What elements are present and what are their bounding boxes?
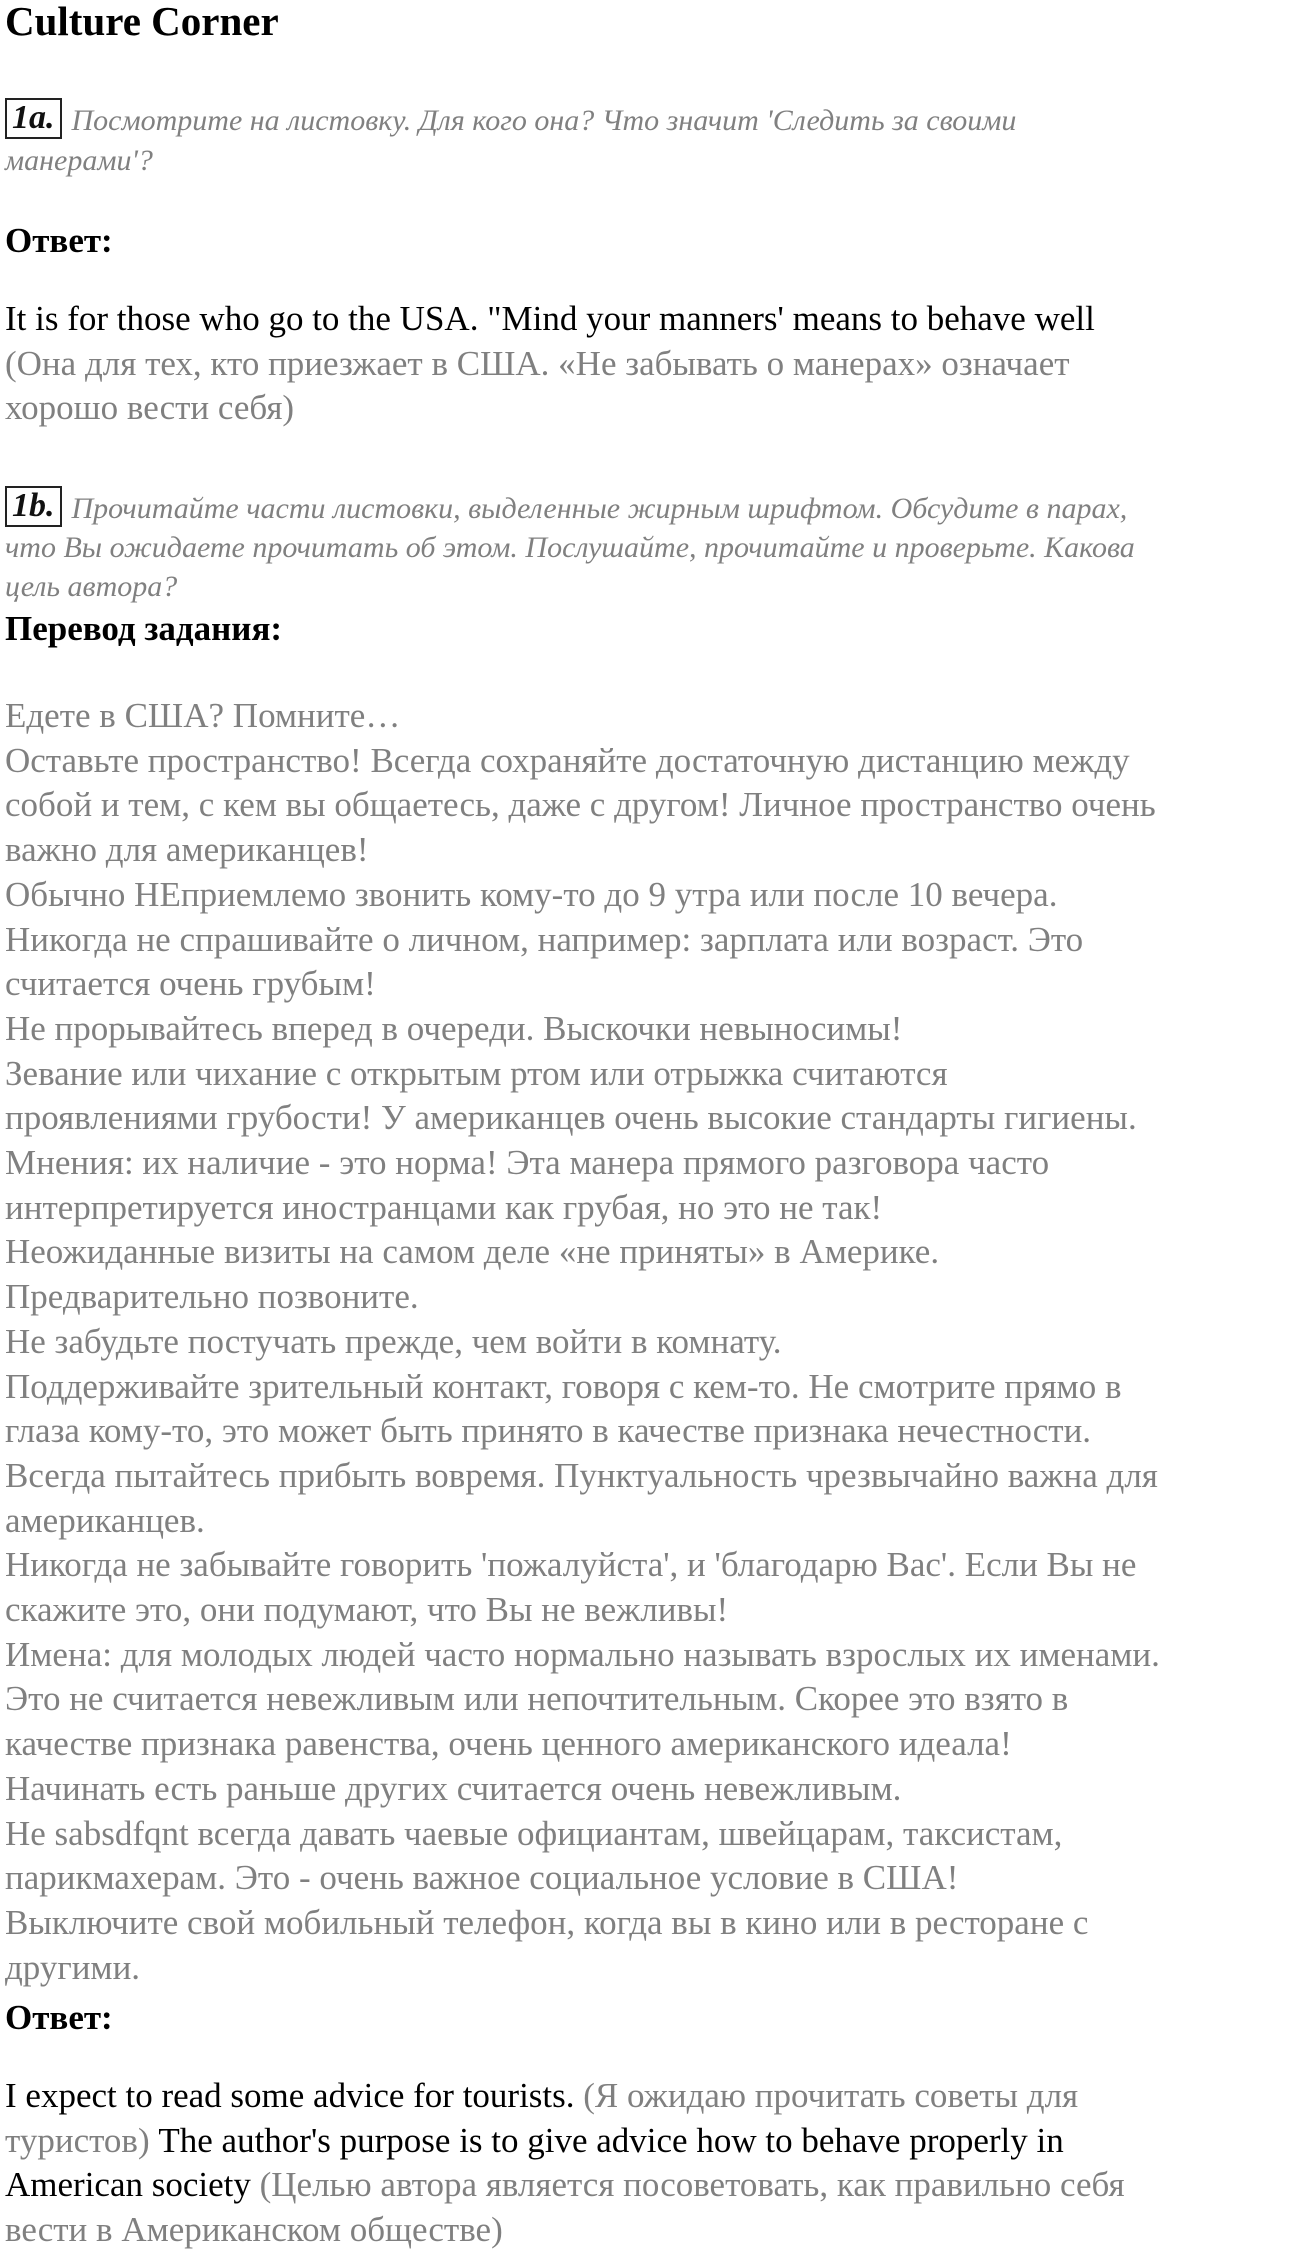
- translation-heading: Перевод задания:: [5, 609, 283, 648]
- answer-1a-russian-line2: хорошо вести себя): [5, 388, 295, 428]
- translation-line: Никогда не забывайте говорить 'пожалуйста', и 'благодарю Вас'. Если Вы не: [5, 1545, 1137, 1585]
- translation-line: собой и тем, с кем вы общаетесь, даже с другом! Личное пространство очень: [5, 785, 1156, 825]
- task-1a-text-line2: манерами'?: [5, 144, 153, 177]
- translation-line: американцев.: [5, 1500, 205, 1540]
- translation-line: Предварительно позвоните.: [5, 1277, 419, 1317]
- answer-1b-line1: [5, 2074, 1292, 2119]
- translation-line: Всегда пытайтесь прибыть вовремя. Пунктуальность чрезвычайно важна для: [5, 1455, 1158, 1495]
- answer-1b-body: [5, 2074, 1292, 2253]
- translation-line: считается очень грубым!: [5, 964, 376, 1004]
- task-1a: [5, 98, 1267, 181]
- answer-1b-line1-en: I expect to read some advice for tourists.: [5, 2076, 575, 2115]
- answer-1a-russian-line1: (Она для тех, кто приезжает в США. «Не забывать о манерах» означает: [5, 343, 1070, 383]
- translation-line: скажите это, они подумают, что Вы не вежливы!: [5, 1590, 729, 1630]
- page-title: Culture Corner: [5, 0, 279, 44]
- answer-1b-line4-ru: вести в Американском обществе): [5, 2210, 503, 2250]
- translation-line: Это не считается невежливым или непочтительным. Скорее это взято в: [5, 1679, 1069, 1719]
- answer-1b-line3-en: American society: [5, 2165, 251, 2205]
- translation-line: важно для американцев!: [5, 830, 369, 870]
- task-1b-badge: 1b.: [5, 486, 62, 527]
- answer-1b-line3: [5, 2163, 1292, 2208]
- translation-line: Поддерживайте зрительный контакт, говоря с кем-то. Не смотрите прямо в: [5, 1366, 1122, 1406]
- translation-line: другими.: [5, 1947, 141, 1987]
- translation-line: Неожиданные визиты на самом деле «не приняты» в Америке.: [5, 1232, 940, 1272]
- task-1b-text-line1: Прочитайте части листовки, выделенные жирным шрифтом. Обсудите в парах,: [71, 492, 1128, 525]
- translation-line: парикмахерам. Это - очень важное социальное условие в США!: [5, 1858, 959, 1898]
- translation-line: Оставьте пространство! Всегда сохраняйте достаточную дистанцию между: [5, 740, 1130, 780]
- answer-1b-line2-ru: туристов): [5, 2120, 150, 2160]
- translation-line: Начинать есть раньше других считается очень невежливым.: [5, 1768, 902, 1808]
- translation-line: Не sabsdfqnt всегда давать чаевые официантам, швейцарам, таксистам,: [5, 1813, 1063, 1853]
- task-1b-text-line3: цель автора?: [5, 570, 178, 603]
- translation-line: Зевание или чихание с открытым ртом или отрыжка считаются: [5, 1053, 948, 1093]
- translation-body: [5, 694, 1292, 1990]
- task-1a-text-line1: Посмотрите на листовку. Для кого она? Что значит 'Следить за своими: [71, 104, 1017, 137]
- translation-line: Не прорывайтесь вперед в очереди. Выскочки невыносимы!: [5, 1008, 903, 1048]
- translation-line: Обычно НЕприемлемо звонить кому-то до 9 утра или после 10 вечера.: [5, 874, 1058, 914]
- answer-1a-body: [5, 297, 1292, 431]
- answer-1b-line3-ru: (Целью автора является посоветовать, как правильно себя: [259, 2165, 1125, 2205]
- task-1b-text-line2: что Вы ожидаете прочитать об этом. Послушайте, прочитайте и проверьте. Какова: [5, 531, 1135, 564]
- answer-1a-english: It is for those who go to the USA. "Mind your manners' means to behave well: [5, 299, 1095, 338]
- answer-1a-heading: Ответ:: [5, 221, 113, 260]
- task-1b: [5, 486, 1267, 606]
- translation-line: Едете в США? Помните…: [5, 696, 401, 735]
- answer-1b-line2-en: The author's purpose is to give advice how to behave properly in: [158, 2120, 1064, 2160]
- translation-line: Мнения: их наличие - это норма! Эта манера прямого разговора часто: [5, 1143, 1050, 1183]
- translation-line: глаза кому-то, это может быть принято в качестве признака нечестности.: [5, 1411, 1092, 1451]
- answer-1b-line1-ru: (Я ожидаю прочитать советы для: [583, 2076, 1079, 2115]
- translation-line: качестве признака равенства, очень ценного американского идеала!: [5, 1724, 1012, 1764]
- translation-line: Никогда не спрашивайте о личном, например: зарплата или возраст. Это: [5, 919, 1084, 959]
- task-1a-badge: 1a.: [5, 98, 62, 139]
- translation-line: интерпретируется иностранцами как грубая, но это не так!: [5, 1187, 883, 1227]
- answer-1b-heading: Ответ:: [5, 1998, 113, 2037]
- translation-line: Выключите свой мобильный телефон, когда вы в кино или в ресторане с: [5, 1902, 1089, 1942]
- translation-line: Не забудьте постучать прежде, чем войти в комнату.: [5, 1321, 782, 1361]
- translation-line: проявлениями грубости! У американцев очень высокие стандарты гигиены.: [5, 1098, 1137, 1138]
- translation-line: Имена: для молодых людей часто нормально называть взрослых их именами.: [5, 1634, 1160, 1674]
- answer-1b-line2: [5, 2119, 1292, 2164]
